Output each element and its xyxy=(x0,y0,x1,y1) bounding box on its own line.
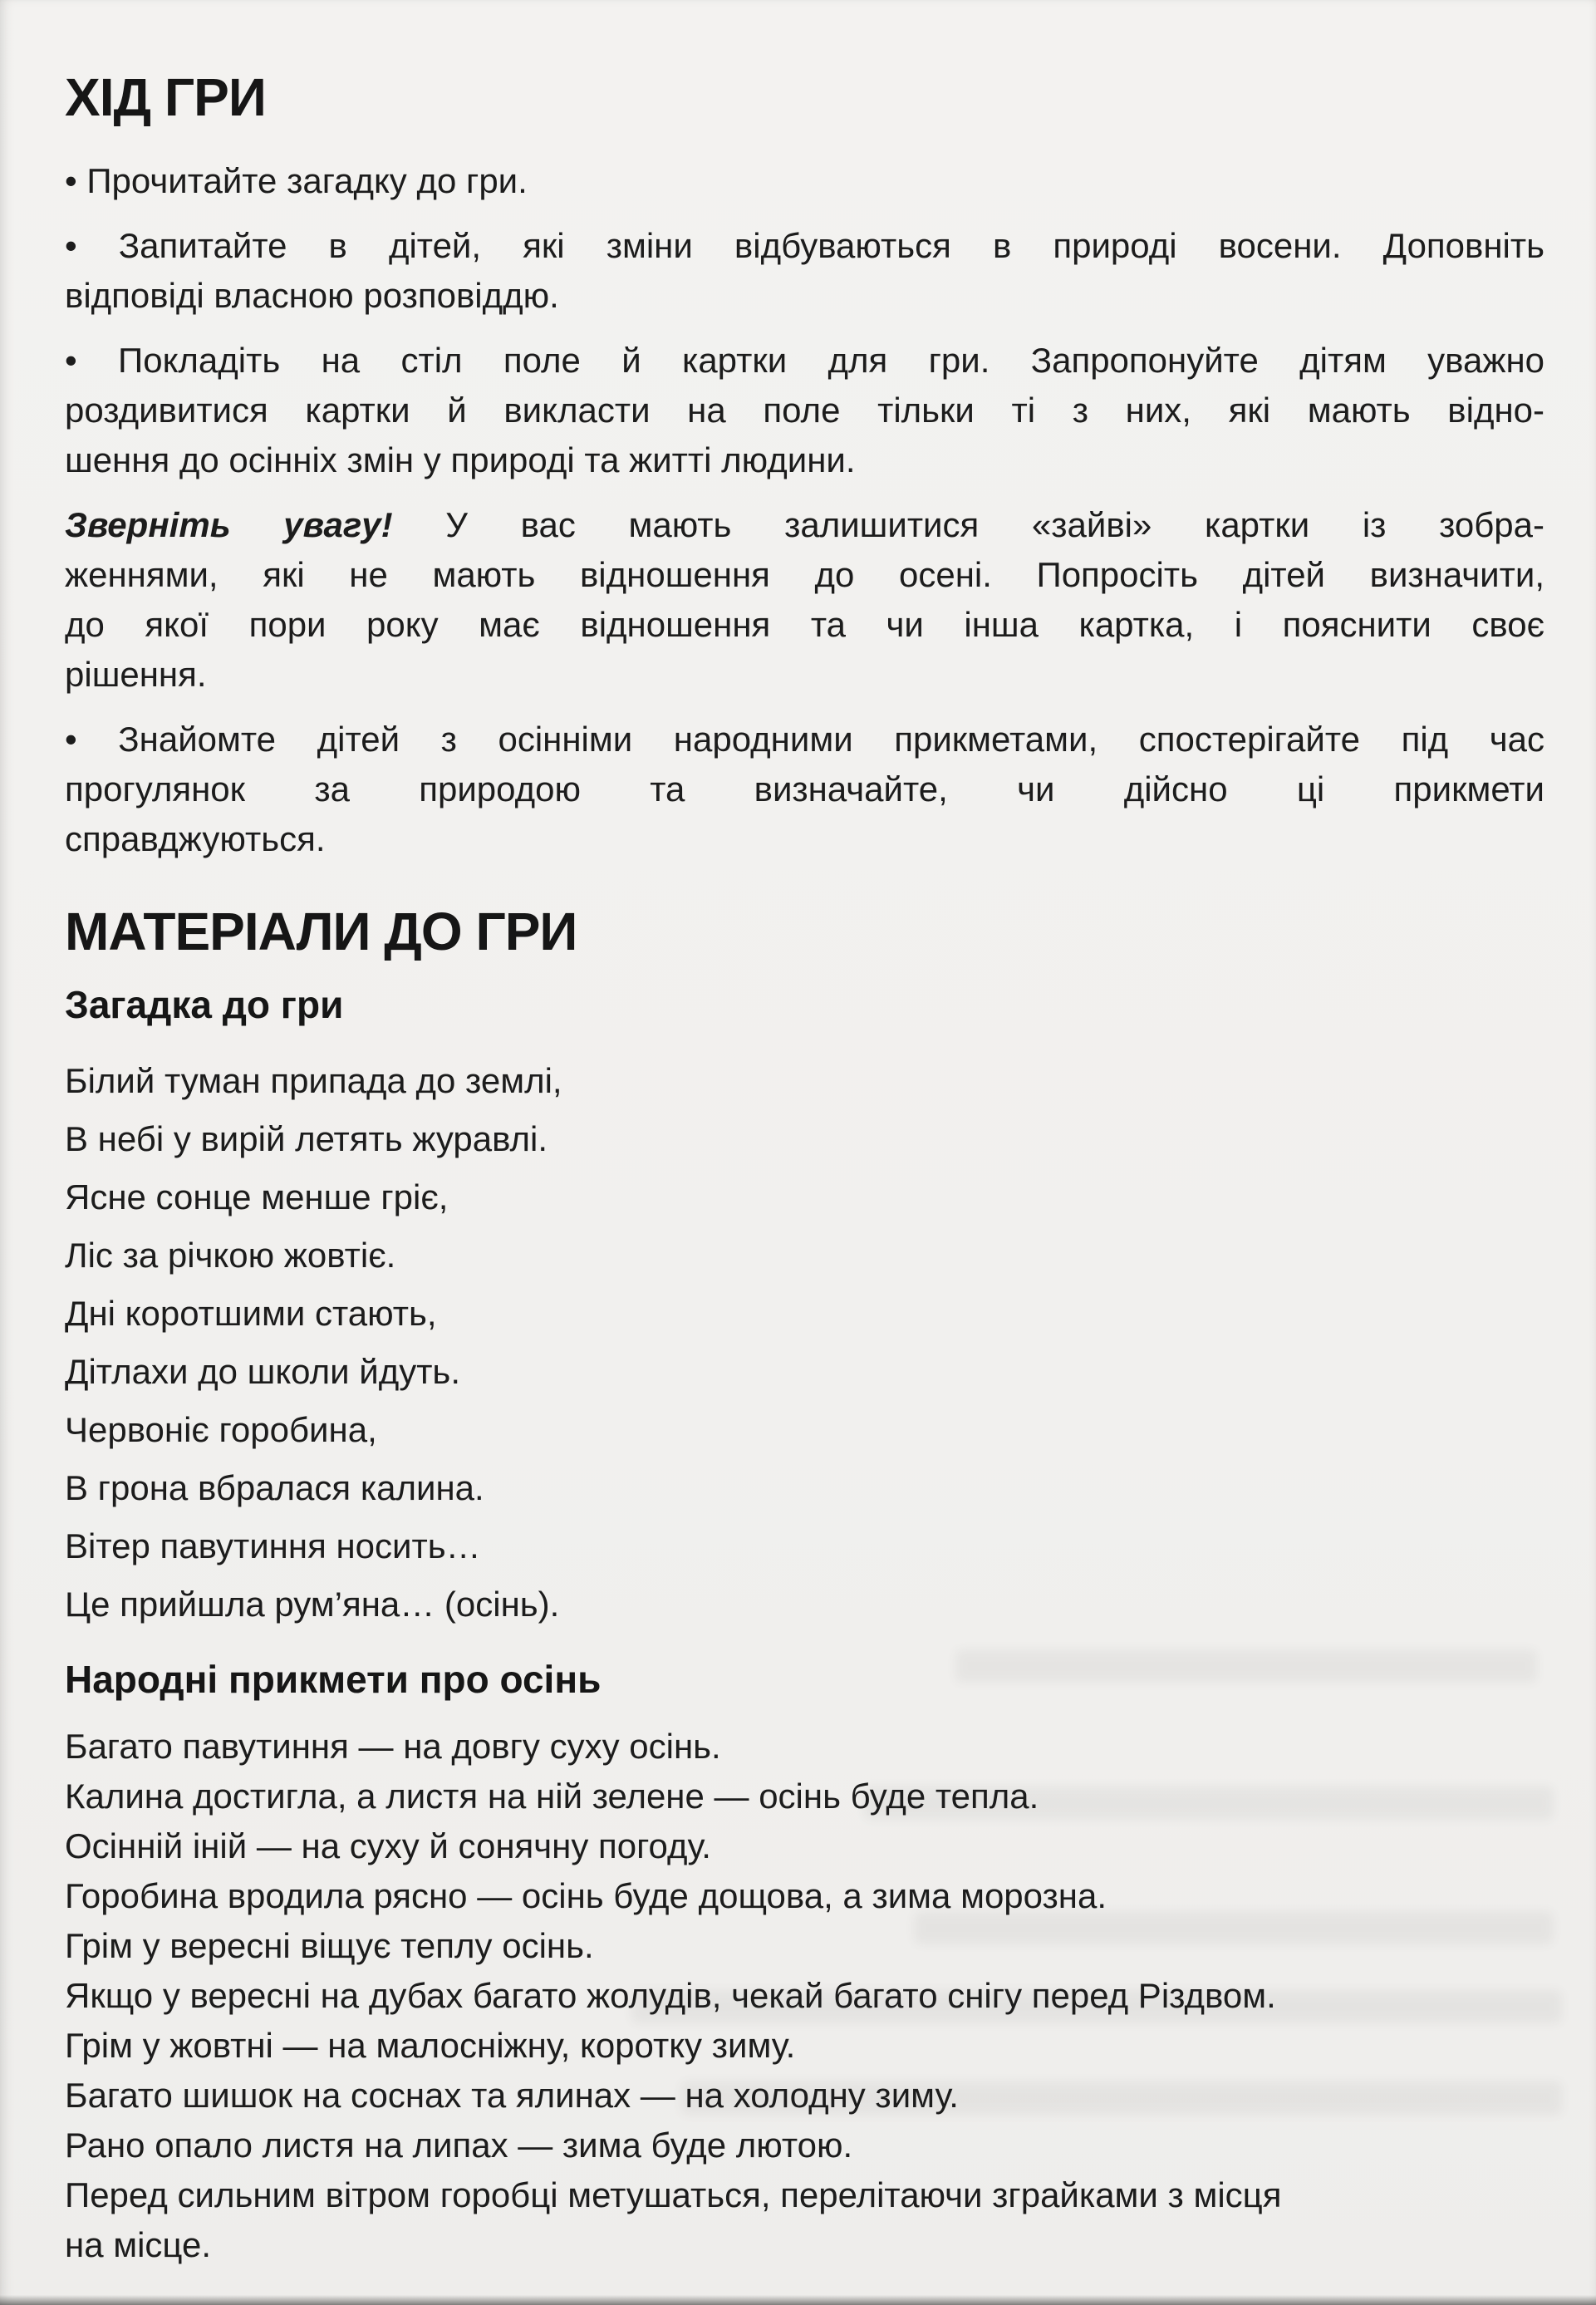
poem-line: Дні коротшими стають, xyxy=(65,1294,437,1333)
sign-line: Калина достигла, а листя на ній зелене — осінь буде тепла. xyxy=(65,1777,1039,1816)
note-rest: У вас мають залишитися «зайві» картки із зобра- xyxy=(445,505,1545,544)
scan-edge-shadow xyxy=(0,2295,1596,2305)
text-line: • Прочитайте загадку до гри. xyxy=(65,161,528,200)
poem-line: Вітер павутиння носить… xyxy=(65,1526,481,1565)
text-line: роздивитися картки й викласти на поле тільки ті з них, які мають відно- xyxy=(65,391,1544,430)
text-line: справджуються. xyxy=(65,819,326,858)
text-line: прогулянок за природою та визначайте, чи дійсно ці прикмети xyxy=(65,769,1544,808)
text-line: • Запитайте в дітей, які зміни відбуваються в природі восени. Доповніть xyxy=(65,226,1544,265)
sign-line: на місце. xyxy=(65,2225,212,2264)
text-line: женнями, які не мають відношення до осені. Попросіть дітей визначити, xyxy=(65,555,1544,594)
sign-line: Грім у вересні віщує теплу осінь. xyxy=(65,1926,594,1965)
text-line: • Покладіть на стіл поле й картки для гри. Запропонуйте дітям уважно xyxy=(65,341,1544,380)
note-lead: Зверніть увагу! xyxy=(65,505,393,544)
section-title-materials: МАТЕРІАЛИ ДО ГРИ xyxy=(65,902,577,961)
text-line xyxy=(65,500,1544,550)
sign-line: Перед сильним вітром горобці метушаться, перелітаючи зграйками з місця xyxy=(65,2175,1282,2214)
sign-line: Осінній іній — на суху й сонячну погоду. xyxy=(65,1826,711,1865)
note-paragraph xyxy=(65,500,1544,700)
riddle-poem xyxy=(65,1052,1544,1634)
poem-line: Білий туман припада до землі, xyxy=(65,1061,562,1100)
bullet-lay-out-cards xyxy=(65,336,1544,485)
riddle-heading: Загадка до гри xyxy=(65,983,344,1026)
text-line: рішення. xyxy=(65,655,207,694)
signs-heading: Народні прикмети про осінь xyxy=(65,1658,602,1701)
sign-line: Багато шишок на соснах та ялинах — на холодну зиму. xyxy=(65,2076,959,2115)
text-line: • Знайомте дітей з осінніми народними прикметами, спостерігайте під час xyxy=(65,720,1544,759)
text-line: до якої пори року має відношення та чи інша картка, і пояснити своє xyxy=(65,605,1544,644)
sign-line: Грім у жовтні — на малосніжну, коротку зиму. xyxy=(65,2026,796,2065)
sign-line: Рано опало листя на липах — зима буде лютою. xyxy=(65,2126,853,2165)
bullet-ask-children xyxy=(65,221,1544,321)
signs-list xyxy=(65,1722,1544,2270)
bullet-folk-signs xyxy=(65,715,1544,864)
poem-line: Дітлахи до школи йдуть. xyxy=(65,1352,460,1391)
poem-line: В грона вбралася калина. xyxy=(65,1468,484,1507)
sign-line: Якщо у вересні на дубах багато жолудів, чекай багато снігу перед Різдвом. xyxy=(65,1976,1276,2015)
text-line: шення до осінніх змін у природі та житті людини. xyxy=(65,440,856,479)
poem-line: Це прийшла рум’яна… (осінь). xyxy=(65,1585,560,1624)
bullet-read-riddle xyxy=(65,156,1544,206)
section-title-game-flow: ХІД ГРИ xyxy=(65,67,266,127)
poem-line: В небі у вирій летять журавлі. xyxy=(65,1119,548,1158)
text-line: відповіді власною розповіддю. xyxy=(65,276,559,315)
poem-line: Червоніє горобина, xyxy=(65,1410,377,1449)
poem-line: Ліс за річкою жовтіє. xyxy=(65,1236,396,1275)
sign-line: Горобина вродила рясно — осінь буде дощова, а зима морозна. xyxy=(65,1876,1107,1915)
poem-line: Ясне сонце менше гріє, xyxy=(65,1177,449,1216)
sign-line: Багато павутиння — на довгу суху осінь. xyxy=(65,1727,721,1766)
